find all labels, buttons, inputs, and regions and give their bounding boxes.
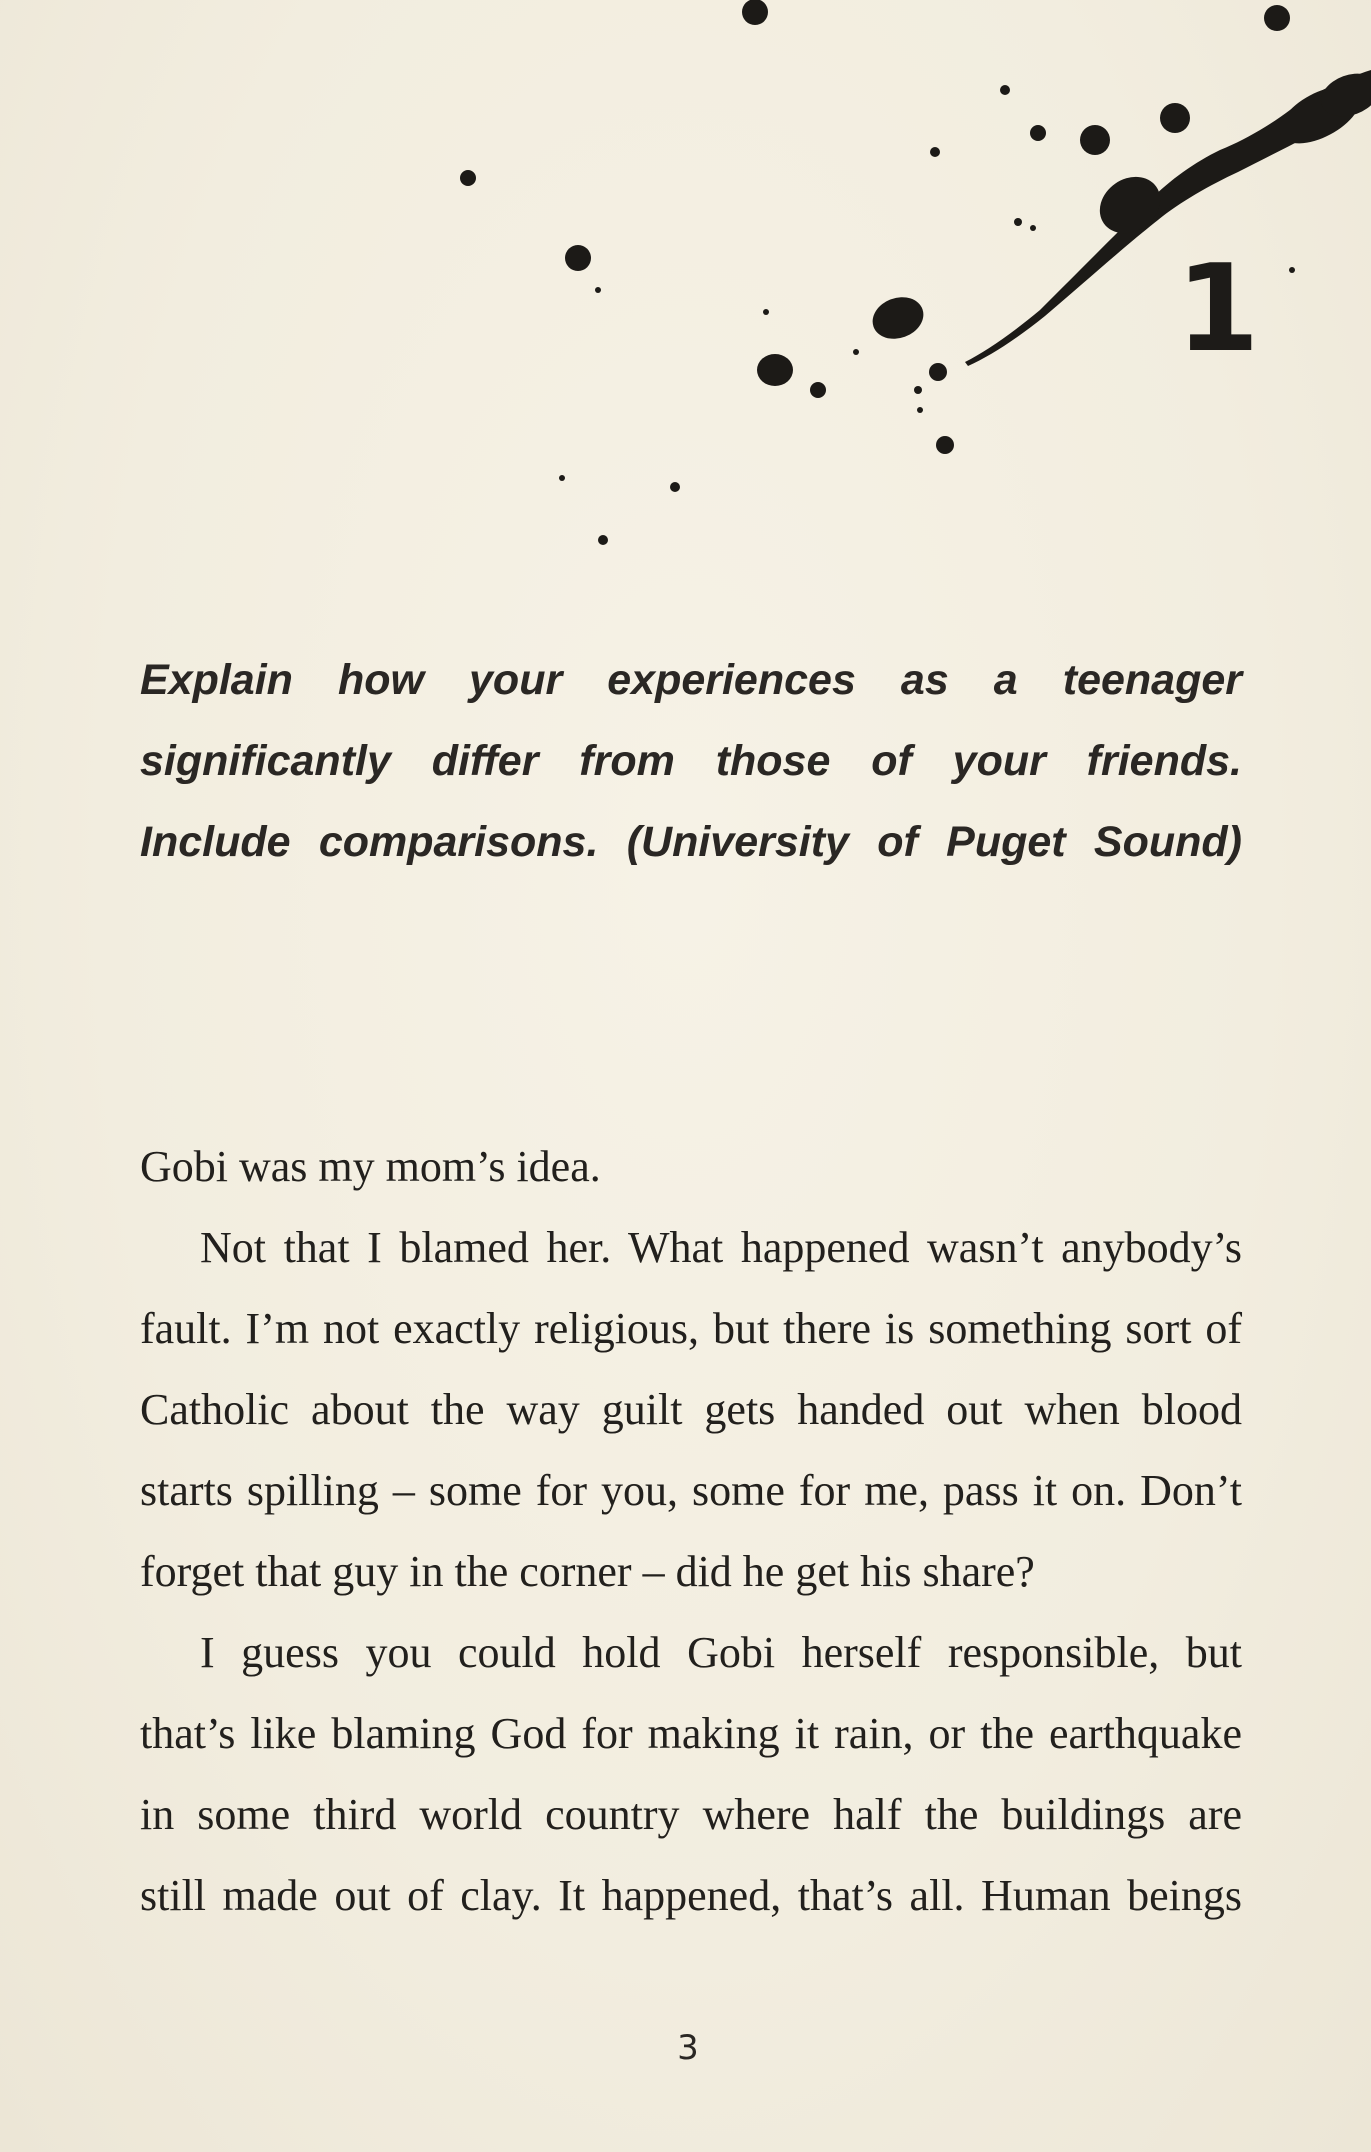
body-text-line: fault. I’m not exactly religious, but there is something sort of [140, 1304, 1242, 1353]
body-text [140, 1126, 1242, 1936]
essay-prompt-line: Explain how your experiences as a teenager [140, 656, 1242, 704]
body-text-line: Catholic about the way guilt gets handed out when blood [140, 1385, 1242, 1434]
body-text-line: forget that guy in the corner – did he get his share? [140, 1547, 1035, 1596]
essay-prompt-line: significantly differ from those of your friends. [140, 737, 1242, 785]
body-text-line: in some third world country where half the buildings are [140, 1790, 1242, 1839]
body-text-line: that’s like blaming God for making it rain, or the earthquake [140, 1709, 1242, 1758]
body-text-line: Gobi was my mom’s idea. [140, 1142, 601, 1191]
body-text-line: Not that I blamed her. What happened wasn’t anybody’s [200, 1223, 1242, 1272]
body-text-line: starts spilling – some for you, some for me, pass it on. Don’t [140, 1466, 1242, 1515]
body-text-line: still made out of clay. It happened, that’s all. Human beings [140, 1871, 1242, 1920]
page-number: 3 [677, 2028, 699, 2068]
essay-prompt [140, 640, 1242, 883]
body-text-line: I guess you could hold Gobi herself responsible, but [200, 1628, 1242, 1677]
chapter-number: 1 [1176, 240, 1260, 379]
essay-prompt-line: Include comparisons. (University of Puget Sound) [140, 818, 1242, 866]
ink-splatter-icon [0, 0, 1371, 700]
